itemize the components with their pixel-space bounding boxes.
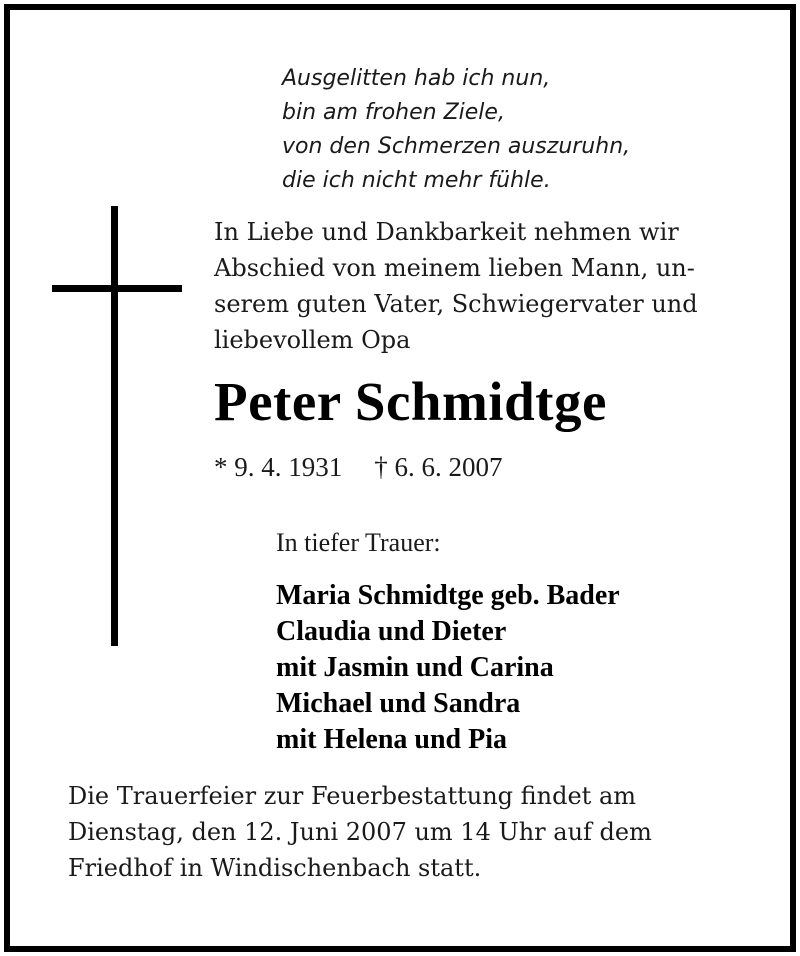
- mourner-line: Maria Schmidtge geb. Bader: [276, 580, 620, 611]
- obituary-notice: [4, 4, 796, 952]
- intro-line: liebevollem Opa: [214, 326, 411, 354]
- poem: [282, 62, 630, 198]
- funeral-info: [68, 778, 768, 886]
- mourning-label: In tiefer Trauer:: [276, 528, 441, 557]
- intro-line: Abschied von meinem lieben Mann, un-: [214, 254, 695, 282]
- cross-vertical-bar: [111, 206, 118, 646]
- cross-horizontal-bar: [52, 285, 182, 292]
- poem-line: bin am frohen Ziele,: [282, 100, 505, 125]
- mourner-line: mit Jasmin und Carina: [276, 652, 554, 683]
- poem-line: von den Schmerzen auszuruhn,: [282, 134, 631, 159]
- poem-line: die ich nicht mehr fühle.: [282, 168, 551, 193]
- death-date: † 6. 6. 2007: [374, 452, 503, 482]
- mourner-line: Claudia und Dieter: [276, 616, 507, 647]
- intro-text: [214, 214, 754, 358]
- funeral-line: Die Trauerfeier zur Feuerbestattung findet am: [68, 782, 637, 810]
- funeral-line: Dienstag, den 12. Juni 2007 um 14 Uhr auf dem: [68, 818, 652, 846]
- mourner-line: Michael und Sandra: [276, 688, 521, 719]
- intro-line: In Liebe und Dankbarkeit nehmen wir: [214, 218, 679, 246]
- mourners-list: [276, 578, 620, 758]
- mourner-line: mit Helena und Pia: [276, 724, 508, 755]
- funeral-line: Friedhof in Windischenbach statt.: [68, 854, 482, 882]
- deceased-name: Peter Schmidtge: [214, 371, 607, 432]
- life-dates: [214, 450, 503, 484]
- poem-line: Ausgelitten hab ich nun,: [282, 66, 551, 91]
- birth-date: * 9. 4. 1931: [214, 452, 343, 482]
- intro-line: serem guten Vater, Schwiegervater und: [214, 290, 698, 318]
